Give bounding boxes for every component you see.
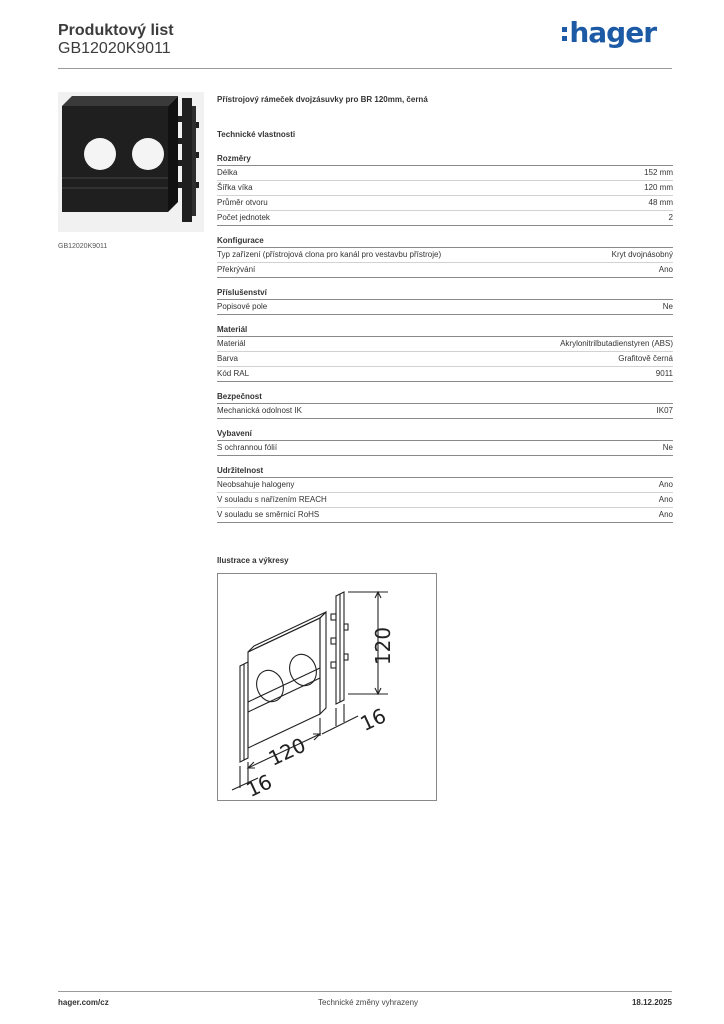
footer-website[interactable]: hager.com/cz <box>58 998 109 1007</box>
spec-row <box>217 478 673 493</box>
illustrations-title: Ilustrace a výkresy <box>217 556 289 565</box>
section-title: Rozměry <box>217 154 673 166</box>
dim-depth-right-label: 16 <box>356 703 390 736</box>
spec-row <box>217 441 673 456</box>
spec-label: Šířka víka <box>217 183 253 192</box>
spec-section <box>217 236 673 278</box>
hager-logo <box>562 16 656 49</box>
footer-date: 18.12.2025 <box>631 998 672 1007</box>
section-title: Konfigurace <box>217 236 673 248</box>
spec-label: Mechanická odolnost IK <box>217 406 302 415</box>
spec-value: Ano <box>658 510 673 519</box>
spec-value: 2 <box>668 213 673 222</box>
spec-value: Ano <box>658 480 673 489</box>
spec-row <box>217 196 673 211</box>
spec-row <box>217 166 673 181</box>
spec-label: Průměr otvoru <box>217 198 268 207</box>
spec-label: Barva <box>217 354 238 363</box>
technical-drawing <box>217 573 437 801</box>
dim-height-label: 120 <box>371 626 395 666</box>
spec-value: IK07 <box>656 406 673 415</box>
spec-value: Ano <box>658 265 673 274</box>
spec-value: Ano <box>658 495 673 504</box>
spec-value: Akrylonitrilbutadienstyren (ABS) <box>560 339 673 348</box>
spec-row <box>217 263 673 278</box>
section-title: Udržitelnost <box>217 466 673 478</box>
document-header <box>58 22 174 58</box>
spec-section <box>217 466 673 523</box>
product-image-caption: GB12020K9011 <box>58 243 108 250</box>
spec-value: 120 mm <box>644 183 673 192</box>
spec-row <box>217 248 673 263</box>
product-name: Přístrojový rámeček dvojzásuvky pro BR 120mm, černá <box>217 95 428 104</box>
spec-content <box>217 95 673 533</box>
spec-label: V souladu se směrnicí RoHS <box>217 510 320 519</box>
footer-divider <box>58 991 672 992</box>
logo-colon-icon <box>562 23 567 45</box>
spec-row <box>217 493 673 508</box>
section-title: Příslušenství <box>217 288 673 300</box>
spec-label: Neobsahuje halogeny <box>217 480 295 489</box>
spec-row <box>217 352 673 367</box>
section-title: Materiál <box>217 325 673 337</box>
product-image <box>58 92 204 232</box>
spec-label: Typ zařízení (přístrojová clona pro kanál pro vestavbu přístroje) <box>217 250 442 259</box>
spec-section <box>217 392 673 419</box>
dim-depth-left-label: 16 <box>242 769 276 800</box>
document-title: Produktový list <box>58 22 174 39</box>
logo-text: hager <box>569 16 656 49</box>
spec-label: Materiál <box>217 339 246 348</box>
spec-label: Počet jednotek <box>217 213 270 222</box>
spec-value: 48 mm <box>648 198 673 207</box>
spec-label: V souladu s nařízením REACH <box>217 495 327 504</box>
spec-row <box>217 404 673 419</box>
spec-section <box>217 154 673 226</box>
section-title: Bezpečnost <box>217 392 673 404</box>
spec-section <box>217 288 673 315</box>
spec-row <box>217 300 673 315</box>
spec-row <box>217 508 673 523</box>
spec-section <box>217 325 673 382</box>
spec-value: 152 mm <box>644 168 673 177</box>
spec-row <box>217 337 673 352</box>
header-divider <box>58 68 672 69</box>
spec-label: Kód RAL <box>217 369 250 378</box>
spec-row <box>217 211 673 226</box>
spec-value: Ne <box>662 302 673 311</box>
spec-label: Překrývání <box>217 265 256 274</box>
spec-row <box>217 181 673 196</box>
product-code: GB12020K9011 <box>58 40 171 57</box>
spec-label: S ochrannou fólií <box>217 443 278 452</box>
section-title: Vybavení <box>217 429 673 441</box>
spec-section <box>217 429 673 456</box>
spec-value: Ne <box>662 443 673 452</box>
spec-row <box>217 367 673 382</box>
spec-sections <box>217 154 673 523</box>
spec-value: Grafitově černá <box>618 354 673 363</box>
spec-value: Kryt dvojnásobný <box>611 250 673 259</box>
tech-properties-title: Technické vlastnosti <box>217 130 296 139</box>
spec-label: Délka <box>217 168 238 177</box>
footer-notice: Technické změny vyhrazeny <box>318 998 419 1007</box>
spec-label: Popisové pole <box>217 302 268 311</box>
spec-value: 9011 <box>655 369 673 378</box>
dim-width-label: 120 <box>264 732 310 771</box>
